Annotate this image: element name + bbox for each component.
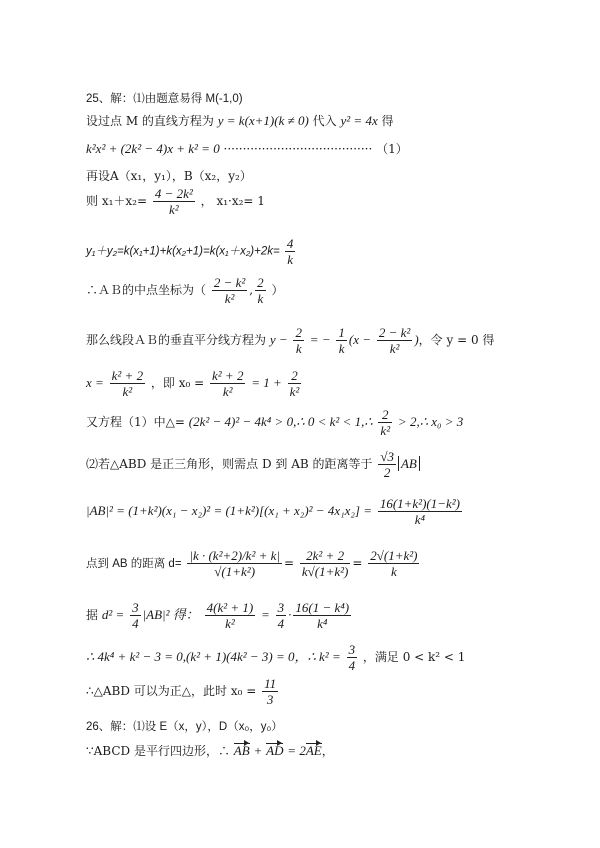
numerator: 2 − k² xyxy=(213,275,246,290)
math: y − xyxy=(269,332,288,347)
denominator: 3 xyxy=(266,692,274,707)
vector-ae: AE xyxy=(305,743,322,758)
denominator: k⁴ xyxy=(317,616,328,631)
fraction xyxy=(187,548,282,579)
fraction xyxy=(153,186,195,217)
text: ， xyxy=(321,744,334,758)
text: 据 xyxy=(86,608,99,622)
conclusion-row xyxy=(86,676,280,707)
midpoint-row: ∴ＡＢ的中点坐标为（ $\frac{\text{2 − k²}}{\text{k²}}$ , $\frac{2}{k}$ ） xyxy=(86,275,284,306)
numerator: 4 − 2k² xyxy=(154,186,193,201)
fraction xyxy=(378,496,462,527)
denominator: k xyxy=(295,341,302,356)
numerator: 11 xyxy=(264,676,277,691)
fraction xyxy=(130,600,141,631)
fraction xyxy=(377,325,412,356)
numerator: 3 xyxy=(277,600,285,615)
points-definition: 再设A（x₁，y₁），B（x₂，y₂） xyxy=(86,169,252,183)
y-sum-expr: y₁＋y₂=k(x₁+1)+k(x₂+1)=k(x₁＋x₂)+2k= xyxy=(86,245,280,258)
fraction xyxy=(336,325,347,356)
fraction xyxy=(210,368,245,399)
numerator: 3 xyxy=(132,600,139,615)
parallelogram-row xyxy=(86,743,334,759)
denominator: k² xyxy=(380,423,391,438)
denominator: k² xyxy=(222,384,233,399)
denominator: k⁴ xyxy=(414,512,426,527)
line-equation: y = k(x+1)(k ≠ 0) xyxy=(217,113,309,128)
denominator: k xyxy=(257,291,264,306)
text: 那么线段ＡＢ的垂直平分线方程为 xyxy=(86,333,267,347)
fraction xyxy=(300,548,351,579)
text: ，满足 0 < k² < 1 xyxy=(362,650,466,664)
fraction xyxy=(205,600,256,631)
text: ⑵若△ABD 是正三角形，则需点 D 到 AB 的距离等于 xyxy=(86,457,373,471)
quadratic-equation: k²x² + (2k² − 4)x + k² = 0 xyxy=(86,141,220,156)
denominator: k√(1+k²) xyxy=(301,564,349,579)
text: ） xyxy=(271,283,284,297)
numerator: 2 xyxy=(288,368,302,384)
denominator: k² xyxy=(389,341,400,356)
math: > 2,∴ x₀ > 3 xyxy=(397,414,464,429)
numerator: 2√(1+k²) xyxy=(370,548,418,563)
numerator: √3 xyxy=(380,449,394,464)
line-equation-statement xyxy=(86,113,394,129)
problem-25-header: 25、解：⑴由题意易得 M(-1,0) xyxy=(86,93,243,105)
denominator: k xyxy=(390,564,397,579)
fraction xyxy=(378,407,392,438)
solve-row xyxy=(86,642,465,673)
equation-tag: （1） xyxy=(376,142,408,156)
leader-dots: ······································· xyxy=(223,142,373,156)
fraction xyxy=(255,275,266,306)
numerator: 1 xyxy=(338,325,345,340)
denominator: √(1+k²) xyxy=(214,564,256,579)
text: 点到 AB 的距离 d= xyxy=(86,558,182,570)
distance-row: 点到 AB 的距离 d= $\frac{\text{|k · (k²+2)/k² + k|}}{\text{√(1+k²)}}$ = $\frac{\text{2k² + 2}}{\text{k√(1+k²)}}$ = $\frac{\text{2√(1+k²)}}{k}$ xyxy=(86,548,418,579)
numerator: 4 xyxy=(286,236,294,251)
discriminant-row xyxy=(86,407,463,438)
numerator: 2 xyxy=(378,407,392,423)
fraction xyxy=(276,600,287,631)
math: = 1 + xyxy=(251,375,282,390)
numerator: 16(1+k²)(1−k²) xyxy=(379,496,461,511)
math: d² = xyxy=(101,607,125,622)
text: 得 xyxy=(381,114,394,128)
x0-row xyxy=(86,368,303,399)
denominator: k² xyxy=(225,616,235,631)
numerator: 2k² + 2 xyxy=(300,548,351,564)
problem-26-header: 26、解：⑴设 E（x，y），D（x₀，y₀） xyxy=(86,721,283,733)
fraction xyxy=(262,676,278,707)
math: x = xyxy=(86,375,104,390)
abs-ab: AB xyxy=(398,456,420,471)
math: = xyxy=(261,607,270,622)
math: · xyxy=(288,607,292,622)
fraction xyxy=(212,275,247,306)
fraction xyxy=(293,325,304,356)
math: = 2 xyxy=(287,743,306,758)
text: 设过点 M 的直线方程为 xyxy=(86,114,214,128)
part2-row xyxy=(86,449,420,480)
fraction xyxy=(378,449,396,480)
ab-squared-row xyxy=(86,496,464,527)
vector-ab: AB xyxy=(233,743,250,758)
fraction xyxy=(347,642,358,673)
denominator: k² xyxy=(289,384,300,399)
denominator: 4 xyxy=(132,616,139,631)
math: (2k² − 4)² − 4k⁴ > 0,∴ 0 < k² < 1,∴ xyxy=(188,414,373,429)
numerator: 3 xyxy=(348,642,356,657)
bisector-row xyxy=(86,325,494,356)
vieta-prefix: 则 x₁＋x₂= xyxy=(86,194,148,208)
denominator: k² xyxy=(122,384,133,399)
text: 又方程（1）中△= xyxy=(86,415,185,429)
denominator: 4 xyxy=(277,616,285,631)
math: + xyxy=(253,743,263,758)
by-d-squared-row xyxy=(86,600,353,631)
numerator: |k · (k²+2)/k² + k| xyxy=(189,548,280,563)
vieta-row xyxy=(86,186,265,217)
y-sum-row xyxy=(86,236,297,267)
vieta-product: ， x₁·x₂= 1 xyxy=(200,194,265,208)
numerator: 16(1 − k⁴) xyxy=(295,600,350,615)
text: 代入 xyxy=(312,114,337,128)
vector-ad: AD xyxy=(266,743,284,758)
math: |AB|² = (1+k²)(x₁ − x₂)² = (1+k²)[(x₁ + x₂)² − 4x₁x₂] = xyxy=(86,503,372,518)
fraction xyxy=(288,368,302,399)
text: ，即 x₀ = xyxy=(150,376,205,390)
text: ∴ＡＢ的中点坐标为（ xyxy=(86,283,207,297)
text: ，令 y = 0 得 xyxy=(418,333,495,347)
text: ∴△ABD 可以为正△，此时 x₀ = xyxy=(86,684,257,698)
numerator: 2 xyxy=(257,275,264,290)
denominator: k xyxy=(287,252,294,267)
denominator: 2 xyxy=(383,465,391,480)
numerator: 2 − k² xyxy=(378,325,411,340)
math: |AB|² 得： xyxy=(142,607,199,622)
quadratic-equation-row xyxy=(86,141,408,157)
numerator: k² + 2 xyxy=(212,368,244,383)
denominator: k² xyxy=(224,291,235,306)
fraction xyxy=(285,236,296,267)
denominator: k xyxy=(338,341,345,356)
fraction xyxy=(110,368,145,399)
math: ∴ 4k⁴ + k² − 3 = 0,(k² + 1)(4k² − 3) = 0，∴ k² = xyxy=(86,649,341,664)
math: ) xyxy=(414,332,419,347)
denominator: k² xyxy=(169,202,179,217)
text: ∵ABCD 是平行四边形，∴ xyxy=(86,744,230,758)
numerator: 2 xyxy=(295,325,302,340)
math: (x − xyxy=(348,332,372,347)
denominator: 4 xyxy=(348,658,356,673)
parabola-equation: y² = 4x xyxy=(340,113,378,128)
numerator: k² + 2 xyxy=(111,368,144,383)
numerator: 4(k² + 1) xyxy=(206,600,254,615)
math: = − xyxy=(309,332,331,347)
fraction xyxy=(368,548,419,579)
fraction xyxy=(293,600,351,631)
